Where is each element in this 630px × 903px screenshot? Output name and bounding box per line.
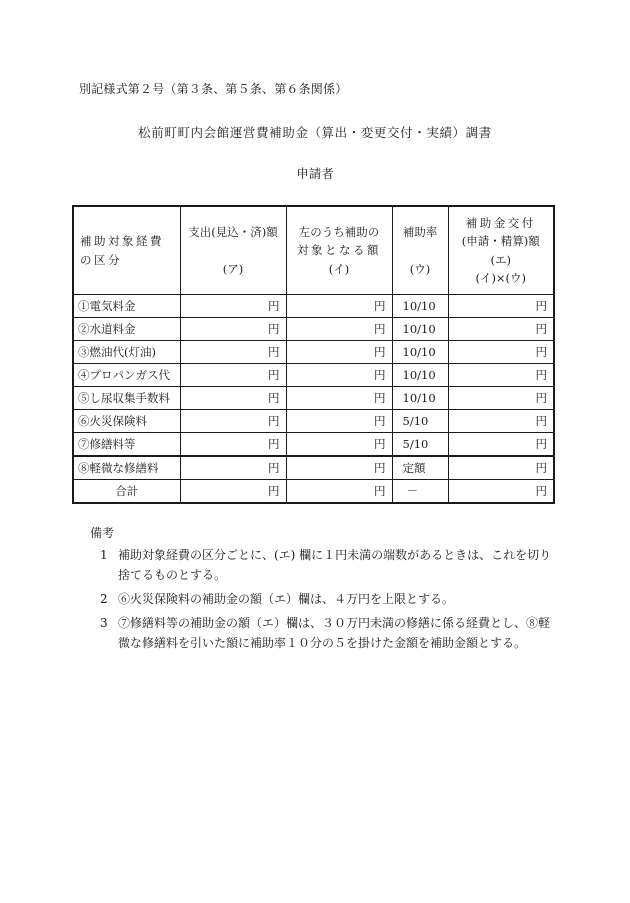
row-expense: 円 xyxy=(180,364,286,387)
note-number: 1 xyxy=(100,548,108,562)
row-grant: 円 xyxy=(448,387,554,410)
row-expense: 円 xyxy=(180,318,286,341)
note-item xyxy=(90,613,560,653)
row-eligible: 円 xyxy=(286,341,392,364)
row-category: ①電気料金 xyxy=(73,295,180,318)
table-row xyxy=(73,295,554,318)
header-category-line2: の区分 xyxy=(80,252,122,267)
header-category xyxy=(73,206,180,295)
row-rate: 10/10 xyxy=(392,387,448,410)
row-category: ⑦修繕料等 xyxy=(73,433,180,457)
header-rate xyxy=(392,206,448,295)
table-row xyxy=(73,456,554,480)
row-grant: 円 xyxy=(448,364,554,387)
note-item xyxy=(90,589,560,609)
note-text: ⑥火災保険料の補助金の額（エ）欄は、４万円を上限とする。 xyxy=(118,592,455,606)
header-expense xyxy=(180,206,286,295)
header-eligible xyxy=(286,206,392,295)
row-expense: 円 xyxy=(180,410,286,433)
row-category: ⑥火災保険料 xyxy=(73,410,180,433)
row-rate: 10/10 xyxy=(392,364,448,387)
row-category: ⑤し尿収集手数料 xyxy=(73,387,180,410)
header-eligible-mark: (イ) xyxy=(328,261,350,276)
table-row xyxy=(73,318,554,341)
row-eligible: 円 xyxy=(286,456,392,480)
row-rate: 5/10 xyxy=(392,433,448,457)
row-rate: 10/10 xyxy=(392,295,448,318)
header-eligible-line1: 左のうち補助の xyxy=(298,224,380,239)
total-label: 合計 xyxy=(73,480,180,504)
header-grant-formula: (イ)×(ウ) xyxy=(475,270,527,285)
row-rate: 10/10 xyxy=(392,318,448,341)
row-expense: 円 xyxy=(180,456,286,480)
table-row xyxy=(73,341,554,364)
row-grant: 円 xyxy=(448,341,554,364)
row-expense: 円 xyxy=(180,433,286,457)
document-title: 松前町町内会館運営費補助金（算出・変更交付・実績）調書 xyxy=(138,125,492,140)
row-expense: 円 xyxy=(180,295,286,318)
row-category: ②水道料金 xyxy=(73,318,180,341)
total-grant: 円 xyxy=(448,480,554,504)
row-grant: 円 xyxy=(448,295,554,318)
table-header-row xyxy=(73,206,554,295)
header-grant-line2: (申請・精算)額 xyxy=(461,234,540,249)
header-category-line1: 補助対象経費 xyxy=(80,234,164,249)
row-expense: 円 xyxy=(180,387,286,410)
row-eligible: 円 xyxy=(286,433,392,457)
applicant-label: 申請者 xyxy=(296,166,334,181)
note-number: 2 xyxy=(100,592,108,606)
table-row xyxy=(73,433,554,457)
header-grant xyxy=(448,206,554,295)
header-rate-line1: 補助率 xyxy=(402,224,438,239)
row-grant: 円 xyxy=(448,433,554,457)
table-row xyxy=(73,387,554,410)
header-expense-mark: (ア) xyxy=(222,261,244,276)
row-category: ④プロパンガス代 xyxy=(73,364,180,387)
header-grant-line3: (エ) xyxy=(490,252,511,267)
row-grant: 円 xyxy=(448,456,554,480)
note-text: 補助対象経費の区分ごとに、(エ) 欄に１円未満の端数があるときは、これを切り捨てるものとする。 xyxy=(118,548,552,582)
row-eligible: 円 xyxy=(286,318,392,341)
row-eligible: 円 xyxy=(286,364,392,387)
row-category: ⑧軽微な修繕料 xyxy=(73,456,180,480)
row-category: ③燃油代(灯油) xyxy=(73,341,180,364)
form-number: 別記様式第２号（第３条、第５条、第６条関係） xyxy=(79,82,348,96)
subsidy-table xyxy=(72,205,555,504)
table-row xyxy=(73,410,554,433)
row-eligible: 円 xyxy=(286,387,392,410)
note-item xyxy=(90,545,560,585)
row-rate: 10/10 xyxy=(392,341,448,364)
header-expense-line1: 支出(見込・済)額 xyxy=(188,224,278,239)
note-number: 3 xyxy=(100,616,108,630)
notes-title: 備考 xyxy=(90,526,115,540)
row-rate: 5/10 xyxy=(392,410,448,433)
notes-section xyxy=(90,524,560,653)
header-eligible-line2: 対象となる額 xyxy=(297,243,381,258)
header-rate-mark: (ウ) xyxy=(409,261,431,276)
row-eligible: 円 xyxy=(286,410,392,433)
header-grant-line1: 補助金交付 xyxy=(465,215,536,230)
row-rate: 定額 xyxy=(392,456,448,480)
row-expense: 円 xyxy=(180,341,286,364)
row-eligible: 円 xyxy=(286,295,392,318)
total-expense: 円 xyxy=(180,480,286,504)
total-eligible: 円 xyxy=(286,480,392,504)
table-row xyxy=(73,364,554,387)
total-rate: － xyxy=(392,480,448,504)
row-grant: 円 xyxy=(448,410,554,433)
note-text: ⑦修繕料等の補助金の額（エ）欄は、３０万円未満の修繕に係る経費とし、⑧軽微な修繕料を引いた額に補助率１０分の５を掛けた金額を補助金額とする。 xyxy=(118,616,551,650)
total-row xyxy=(73,480,554,504)
row-grant: 円 xyxy=(448,318,554,341)
